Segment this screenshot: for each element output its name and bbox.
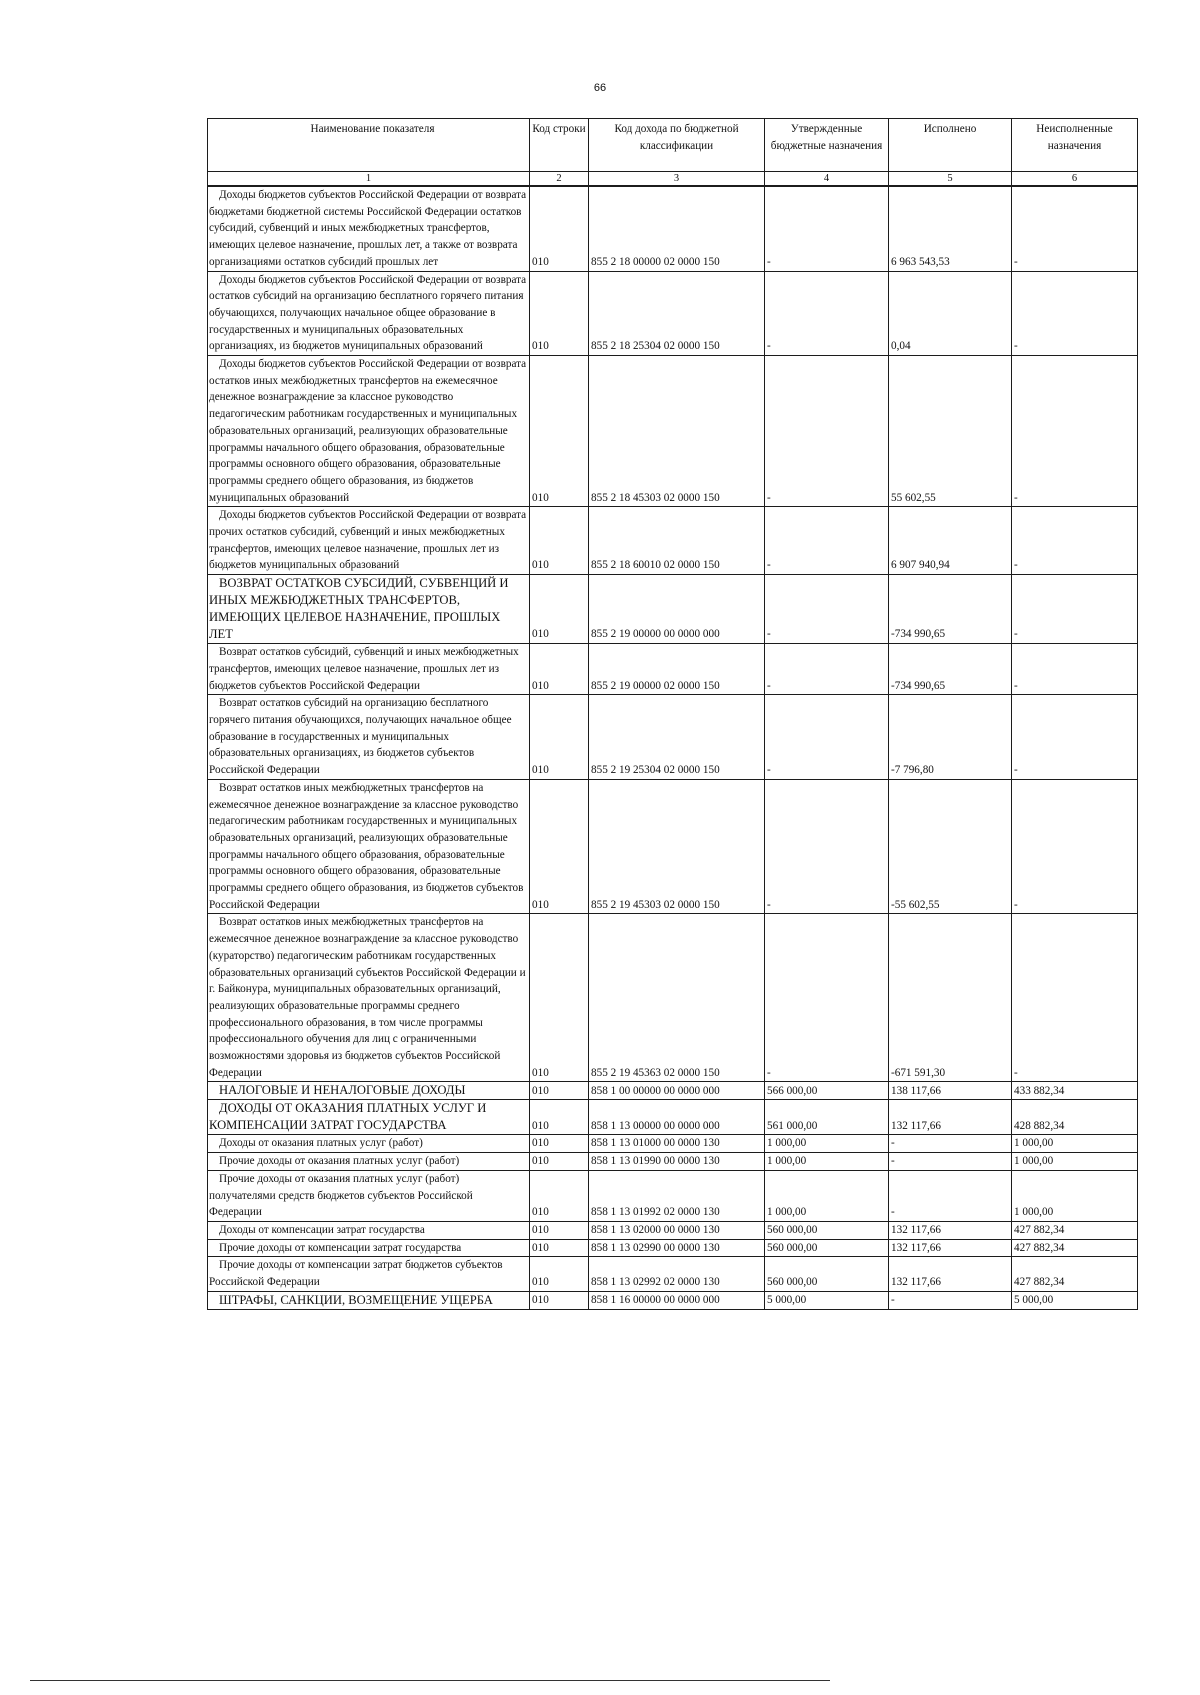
line-code-cell: 010: [530, 575, 589, 644]
indicator-name-cell: Доходы бюджетов субъектов Российской Федерации от возврата бюджетами бюджетной системы Российской Федерации остатков субсидий, субвенций и иных межбюджетных трансфертов, имеющих целевое назначение, прошлых лет, а также от возврата организациями остатков субсидий прошлых лет: [208, 186, 530, 271]
indicator-name-cell: Доходы бюджетов субъектов Российской Федерации от возврата остатков иных межбюджетных трансфертов на ежемесячное денежное вознаграждение за классное руководство педагогическим работникам государственных и муниципальных образовательных организаций, реализующих образовательные программы начального общего образования, образовательные программы основного общего образования, образовательные программы среднего общего образования, из бюджетов муниципальных образований: [208, 356, 530, 507]
approved-amount-cell: -: [765, 914, 889, 1082]
unfulfilled-amount-cell: 1 000,00: [1012, 1135, 1138, 1153]
line-code-cell: 010: [530, 1239, 589, 1257]
table-row: [208, 644, 1138, 695]
approved-amount-cell: 560 000,00: [765, 1221, 889, 1239]
indicator-name-cell: Прочие доходы от компенсации затрат бюджетов субъектов Российской Федерации: [208, 1257, 530, 1291]
page-number: 66: [593, 82, 607, 94]
executed-amount-cell: -: [889, 1170, 1012, 1221]
income-code-cell: 855 2 19 45363 02 0000 150: [589, 914, 765, 1082]
executed-amount-cell: 6 963 543,53: [889, 186, 1012, 271]
approved-amount-cell: 1 000,00: [765, 1153, 889, 1171]
budget-execution-table: [207, 118, 1138, 1310]
unfulfilled-amount-cell: 5 000,00: [1012, 1291, 1138, 1309]
income-code-cell: 858 1 00 00000 00 0000 000: [589, 1082, 765, 1100]
executed-amount-cell: 132 117,66: [889, 1257, 1012, 1291]
executed-amount-cell: -671 591,30: [889, 914, 1012, 1082]
table-row: [208, 1239, 1138, 1257]
table-row: [208, 1221, 1138, 1239]
indicator-name-cell: Возврат остатков субсидий на организацию бесплатного горячего питания обучающихся, получающих начальное общее образование в государственных и муниципальных образовательных организациях, из бюджетов субъектов Российской Федерации: [208, 695, 530, 780]
line-code-cell: 010: [530, 1100, 589, 1135]
income-code-cell: 855 2 18 45303 02 0000 150: [589, 356, 765, 507]
header-approved: Утвержденные бюджетные назначения: [765, 119, 889, 172]
executed-amount-cell: -55 602,55: [889, 779, 1012, 914]
line-code-cell: 010: [530, 1257, 589, 1291]
column-number: 6: [1012, 172, 1138, 187]
unfulfilled-amount-cell: -: [1012, 356, 1138, 507]
unfulfilled-amount-cell: -: [1012, 779, 1138, 914]
approved-amount-cell: 561 000,00: [765, 1100, 889, 1135]
line-code-cell: 010: [530, 356, 589, 507]
approved-amount-cell: -: [765, 356, 889, 507]
indicator-name-cell: Прочие доходы от компенсации затрат государства: [208, 1239, 530, 1257]
income-code-cell: 858 1 13 00000 00 0000 000: [589, 1100, 765, 1135]
unfulfilled-amount-cell: -: [1012, 186, 1138, 271]
approved-amount-cell: -: [765, 779, 889, 914]
indicator-name-cell: Возврат остатков иных межбюджетных трансфертов на ежемесячное денежное вознаграждение за классное руководство (кураторство) педагогическим работникам государственных образовательных организаций субъектов Российской Федерации и г. Байконура, муниципальных образовательных организаций, реализующих образовательные программы среднего профессионального образования, в том числе программы профессионального обучения для лиц с ограниченными возможностями здоровья из бюджетов субъектов Российской Федерации: [208, 914, 530, 1082]
header-income-code: Код дохода по бюджетной классификации: [589, 119, 765, 172]
line-code-cell: 010: [530, 695, 589, 780]
table-row: [208, 1291, 1138, 1309]
executed-amount-cell: 132 117,66: [889, 1239, 1012, 1257]
approved-amount-cell: 1 000,00: [765, 1170, 889, 1221]
executed-amount-cell: 132 117,66: [889, 1221, 1012, 1239]
indicator-name-cell: НАЛОГОВЫЕ И НЕНАЛОГОВЫЕ ДОХОДЫ: [208, 1082, 530, 1100]
executed-amount-cell: -734 990,65: [889, 644, 1012, 695]
executed-amount-cell: 6 907 940,94: [889, 507, 1012, 575]
table-row: [208, 779, 1138, 914]
executed-amount-cell: 55 602,55: [889, 356, 1012, 507]
unfulfilled-amount-cell: -: [1012, 271, 1138, 356]
approved-amount-cell: 560 000,00: [765, 1257, 889, 1291]
unfulfilled-amount-cell: 428 882,34: [1012, 1100, 1138, 1135]
table-row: [208, 1257, 1138, 1291]
line-code-cell: 010: [530, 507, 589, 575]
executed-amount-cell: 132 117,66: [889, 1100, 1012, 1135]
indicator-name-cell: Доходы от компенсации затрат государства: [208, 1221, 530, 1239]
income-code-cell: 855 2 19 45303 02 0000 150: [589, 779, 765, 914]
column-number: 3: [589, 172, 765, 187]
approved-amount-cell: 560 000,00: [765, 1239, 889, 1257]
unfulfilled-amount-cell: -: [1012, 507, 1138, 575]
table-row: [208, 695, 1138, 780]
income-code-cell: 858 1 13 01992 02 0000 130: [589, 1170, 765, 1221]
line-code-cell: 010: [530, 1291, 589, 1309]
approved-amount-cell: -: [765, 186, 889, 271]
line-code-cell: 010: [530, 1153, 589, 1171]
approved-amount-cell: -: [765, 644, 889, 695]
executed-amount-cell: -: [889, 1135, 1012, 1153]
table-row: [208, 1153, 1138, 1171]
unfulfilled-amount-cell: 427 882,34: [1012, 1239, 1138, 1257]
line-code-cell: 010: [530, 1082, 589, 1100]
income-code-cell: 858 1 13 02990 00 0000 130: [589, 1239, 765, 1257]
unfulfilled-amount-cell: -: [1012, 914, 1138, 1082]
executed-amount-cell: 138 117,66: [889, 1082, 1012, 1100]
income-code-cell: 855 2 18 60010 02 0000 150: [589, 507, 765, 575]
income-code-cell: 858 1 13 02992 02 0000 130: [589, 1257, 765, 1291]
line-code-cell: 010: [530, 1221, 589, 1239]
executed-amount-cell: 0,04: [889, 271, 1012, 356]
line-code-cell: 010: [530, 186, 589, 271]
line-code-cell: 010: [530, 271, 589, 356]
header-indicator-name: Наименование показателя: [208, 119, 530, 172]
table-row: [208, 1082, 1138, 1100]
scan-edge-line: [30, 1680, 830, 1681]
table-row: [208, 186, 1138, 271]
unfulfilled-amount-cell: -: [1012, 695, 1138, 780]
indicator-name-cell: ДОХОДЫ ОТ ОКАЗАНИЯ ПЛАТНЫХ УСЛУГ И КОМПЕНСАЦИИ ЗАТРАТ ГОСУДАРСТВА: [208, 1100, 530, 1135]
column-number-row: [208, 172, 1138, 187]
income-code-cell: 858 1 13 02000 00 0000 130: [589, 1221, 765, 1239]
approved-amount-cell: 5 000,00: [765, 1291, 889, 1309]
column-number: 4: [765, 172, 889, 187]
indicator-name-cell: Доходы бюджетов субъектов Российской Федерации от возврата остатков субсидий на организацию бесплатного горячего питания обучающихся, получающих начальное общее образование в государственных и муниципальных образовательных организациях, из бюджетов муниципальных образований: [208, 271, 530, 356]
column-number: 1: [208, 172, 530, 187]
table-row: [208, 1170, 1138, 1221]
income-code-cell: 858 1 13 01990 00 0000 130: [589, 1153, 765, 1171]
unfulfilled-amount-cell: 1 000,00: [1012, 1170, 1138, 1221]
line-code-cell: 010: [530, 914, 589, 1082]
line-code-cell: 010: [530, 1170, 589, 1221]
table-row: [208, 1100, 1138, 1135]
unfulfilled-amount-cell: -: [1012, 644, 1138, 695]
table-header-row: [208, 119, 1138, 172]
executed-amount-cell: -: [889, 1153, 1012, 1171]
executed-amount-cell: -734 990,65: [889, 575, 1012, 644]
approved-amount-cell: -: [765, 695, 889, 780]
approved-amount-cell: -: [765, 507, 889, 575]
indicator-name-cell: Прочие доходы от оказания платных услуг (работ): [208, 1153, 530, 1171]
income-code-cell: 855 2 18 25304 02 0000 150: [589, 271, 765, 356]
income-code-cell: 855 2 19 00000 00 0000 000: [589, 575, 765, 644]
indicator-name-cell: Возврат остатков субсидий, субвенций и иных межбюджетных трансфертов, имеющих целевое назначение, прошлых лет из бюджетов субъектов Российской Федерации: [208, 644, 530, 695]
unfulfilled-amount-cell: 1 000,00: [1012, 1153, 1138, 1171]
unfulfilled-amount-cell: 427 882,34: [1012, 1221, 1138, 1239]
column-number: 5: [889, 172, 1012, 187]
income-code-cell: 855 2 19 00000 02 0000 150: [589, 644, 765, 695]
table-row: [208, 1135, 1138, 1153]
indicator-name-cell: ШТРАФЫ, САНКЦИИ, ВОЗМЕЩЕНИЕ УЩЕРБА: [208, 1291, 530, 1309]
indicator-name-cell: Доходы от оказания платных услуг (работ): [208, 1135, 530, 1153]
header-executed: Исполнено: [889, 119, 1012, 172]
table-row: [208, 914, 1138, 1082]
executed-amount-cell: -: [889, 1291, 1012, 1309]
header-unfulfilled: Неисполненные назначения: [1012, 119, 1138, 172]
income-code-cell: 858 1 16 00000 00 0000 000: [589, 1291, 765, 1309]
income-code-cell: 855 2 19 25304 02 0000 150: [589, 695, 765, 780]
indicator-name-cell: Возврат остатков иных межбюджетных трансфертов на ежемесячное денежное вознаграждение за классное руководство педагогическим работникам государственных и муниципальных образовательных организаций, реализующих образовательные программы начального общего образования, образовательные программы основного общего образования, образовательные программы среднего общего образования, из бюджетов субъектов Российской Федерации: [208, 779, 530, 914]
approved-amount-cell: -: [765, 271, 889, 356]
unfulfilled-amount-cell: 433 882,34: [1012, 1082, 1138, 1100]
income-code-cell: 858 1 13 01000 00 0000 130: [589, 1135, 765, 1153]
header-line-code: Код строки: [530, 119, 589, 172]
income-code-cell: 855 2 18 00000 02 0000 150: [589, 186, 765, 271]
unfulfilled-amount-cell: -: [1012, 575, 1138, 644]
line-code-cell: 010: [530, 779, 589, 914]
table-body: [208, 186, 1138, 1309]
table-row: [208, 356, 1138, 507]
table-row: [208, 507, 1138, 575]
approved-amount-cell: 1 000,00: [765, 1135, 889, 1153]
executed-amount-cell: -7 796,80: [889, 695, 1012, 780]
approved-amount-cell: -: [765, 575, 889, 644]
indicator-name-cell: Доходы бюджетов субъектов Российской Федерации от возврата прочих остатков субсидий, субвенций и иных межбюджетных трансфертов, имеющих целевое назначение, прошлых лет из бюджетов муниципальных образований: [208, 507, 530, 575]
table-row: [208, 575, 1138, 644]
column-number: 2: [530, 172, 589, 187]
line-code-cell: 010: [530, 1135, 589, 1153]
indicator-name-cell: Прочие доходы от оказания платных услуг (работ) получателями средств бюджетов субъектов Российской Федерации: [208, 1170, 530, 1221]
line-code-cell: 010: [530, 644, 589, 695]
table-row: [208, 271, 1138, 356]
indicator-name-cell: ВОЗВРАТ ОСТАТКОВ СУБСИДИЙ, СУБВЕНЦИЙ И ИНЫХ МЕЖБЮДЖЕТНЫХ ТРАНСФЕРТОВ, ИМЕЮЩИХ ЦЕЛЕВОЕ НАЗНАЧЕНИЕ, ПРОШЛЫХ ЛЕТ: [208, 575, 530, 644]
approved-amount-cell: 566 000,00: [765, 1082, 889, 1100]
unfulfilled-amount-cell: 427 882,34: [1012, 1257, 1138, 1291]
